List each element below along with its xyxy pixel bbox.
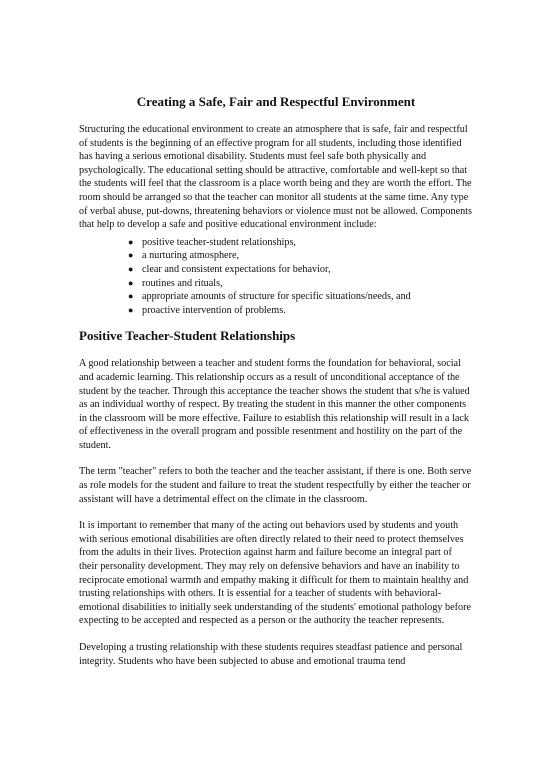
bullet-icon: ● bbox=[128, 291, 134, 302]
body-paragraph: It is important to remember that many of the acting out behaviors used by students and youth with serious emotional disabilities are often directly related to their need to protect themselves from the adults in their lives. Protection against harm and failure become an integral part of their personality development. They may rely on defensive behaviors and have an inability to reciprocate emotional warmth and empathy making it difficult for them to maintain healthy and trusting relationships with others. It is essential for a teacher of students with behavioral-emotional disabilities to initially seek understanding of the students' emotional pathology before expecting to be accepted and respected as a person or the authority the teacher represents. bbox=[79, 520, 471, 627]
list-item-text: a nurturing atmosphere, bbox=[142, 250, 240, 262]
bullet-icon: ● bbox=[128, 263, 134, 274]
bullet-icon: ● bbox=[128, 250, 134, 261]
list-item bbox=[128, 277, 473, 291]
document-title: Creating a Safe, Fair and Respectful Environment bbox=[136, 94, 416, 109]
body-paragraph: A good relationship between a teacher and student forms the foundation for behavioral, social and academic learning. This relationship occurs as a result of unconditional acceptance of the student by the teacher. Through this acceptance the teacher shows the student that s/he is valued as an individual worthy of respect. By treating the student in this manner the other components in the classroom will be more effective. Failure to establish this relationship will result in a lack of effectiveness in the overall program and possible resentment and hostility on the part of the student. bbox=[79, 358, 470, 451]
list-item-text: appropriate amounts of structure for specific situations/needs, and bbox=[142, 291, 411, 303]
components-list bbox=[79, 236, 473, 318]
body-paragraph: Developing a trusting relationship with these students requires steadfast patience and personal integrity. Students who have been subjected to abuse and emotional trauma tend bbox=[79, 642, 463, 667]
list-item-text: clear and consistent expectations for behavior, bbox=[142, 263, 331, 275]
list-item bbox=[128, 263, 473, 277]
bullet-icon: ● bbox=[128, 277, 134, 288]
list-item bbox=[128, 304, 473, 318]
list-item bbox=[128, 236, 473, 250]
list-item bbox=[128, 290, 473, 304]
list-item-text: proactive intervention of problems. bbox=[142, 304, 286, 316]
section-heading: Positive Teacher-Student Relationships bbox=[79, 328, 296, 344]
bullet-icon: ● bbox=[128, 236, 134, 247]
document-page bbox=[79, 94, 473, 777]
list-item bbox=[128, 249, 473, 263]
bullet-icon: ● bbox=[128, 304, 134, 315]
list-item-text: routines and rituals, bbox=[142, 277, 223, 289]
body-paragraph: The term "teacher" refers to both the teacher and the teacher assistant, if there is one. Both serve as role models for the student and failure to treat the student respectfully by either the teacher or assistant will have a detrimental effect on the climate in the classroom. bbox=[79, 466, 472, 505]
intro-paragraph: Structuring the educational environment to create an atmosphere that is safe, fair and respectful of students is the beginning of an effective program for all students, including those identified has having a serious emotional disability. Students must feel safe both physically and psychologically. The educational setting should be attractive, comfortable and well-kept so that the students will feel that the classroom is a place worth being and they are worth the effort. The room should be arranged so that the teacher can monitor all students at the same time. Any type of verbal abuse, put-downs, threatening behaviors or violence must not be allowed. Components that help to develop a safe and positive educational environment include: bbox=[79, 124, 472, 231]
list-item-text: positive teacher-student relationships, bbox=[142, 236, 296, 248]
